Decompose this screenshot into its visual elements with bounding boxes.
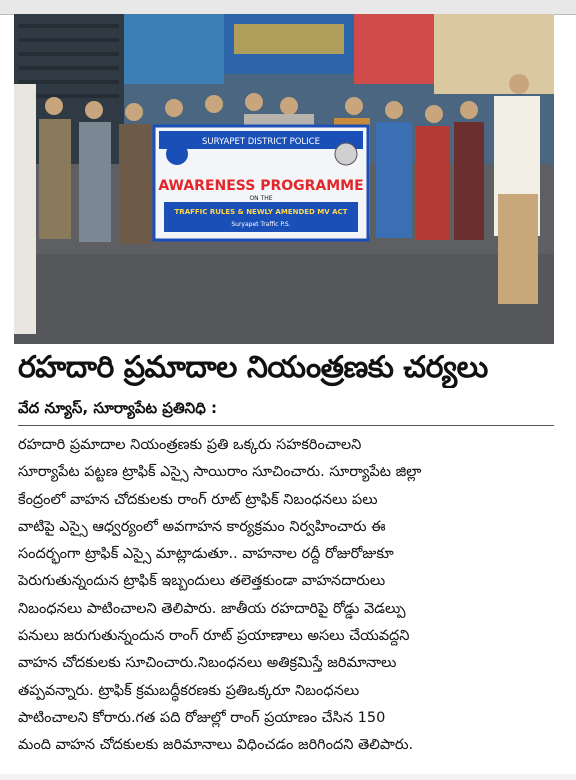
body-line: తప్పవన్నారు. ట్రాఫిక్ క్రమబద్ధీకరణకు ప్రతిఒక్కరూ నిబంధనలు [18,682,360,699]
article-byline: వేద న్యూస్, సూర్యాపేట ప్రతినిధి : [18,399,218,417]
banner-line5: Suryapet Traffic P.S. [231,221,291,228]
body-line: నిబంధనలు పాటించాలని తెలిపారు. జాతీయ రహదారిపై రోడ్డు వెడల్పు [18,600,406,617]
banner-line2: AWARENESS PROGRAMME [158,178,364,194]
body-line: మంది వాహన చోదకులకు జరిమానాలు విధించడం జరిగిందని తెలిపారు. [18,737,414,754]
byline-divider [18,425,554,426]
banner-line4: TRAFFIC RULES & NEWLY AMENDED MV ACT [174,208,348,216]
previous-article-strip [0,0,576,15]
body-line: వాటిపై ఎస్సై ఆధ్వర్యంలో అవగాహన కార్యక్రమం నిర్వహించారు ఈ [18,518,386,535]
body-line: పెరుగుతున్నందున ట్రాఫిక్ ఇబ్బందులు తలెత్తకుండా వాహనదారులు [18,573,386,590]
body-line: సూర్యాపేట పట్టణ ట్రాఫిక్ ఎస్సై సాయిరాం సూచించారు. సూర్యాపేట జిల్లా [18,464,422,481]
banner-line3: ON THE [249,195,273,202]
body-line: సందర్భంగా ట్రాఫిక్ ఎస్సై మాట్లాడుతూ.. వాహనాల రద్దీ రోజురోజుకూ [18,546,394,563]
article-headline: రహదారి ప్రమాదాల నియంత్రణకు చర్యలు [18,350,488,385]
news-photo [14,14,554,344]
body-line: రహదారి ప్రమాదాల నియంత్రణకు ప్రతి ఒక్కరు సహకరించాలని [18,437,362,453]
photo-illustration [14,14,554,344]
body-line: వాహన చోదకులకు సూచించారు.నిబంధనలు అతిక్రమిస్తే జరిమానాలు [18,655,397,672]
body-line: పనులు జరుగుతున్నందున రాంగ్ రూట్ ప్రయాణాలు అసలు చేయవద్దని [18,628,410,645]
body-line: కేంద్రంలో వాహన చోదకులకు రాంగ్ రూట్ ట్రాఫిక్ నిబంధనలు పలు [18,491,378,508]
banner-line1: SURYAPET DISTRICT POLICE [202,137,320,147]
body-line: పాటించాలని కోరారు.గత పది రోజుల్లో రాంగ్ ప్రయాణం చేసిన 150 [18,709,386,726]
page-bottom-strip [0,774,576,780]
article-body [18,432,558,772]
